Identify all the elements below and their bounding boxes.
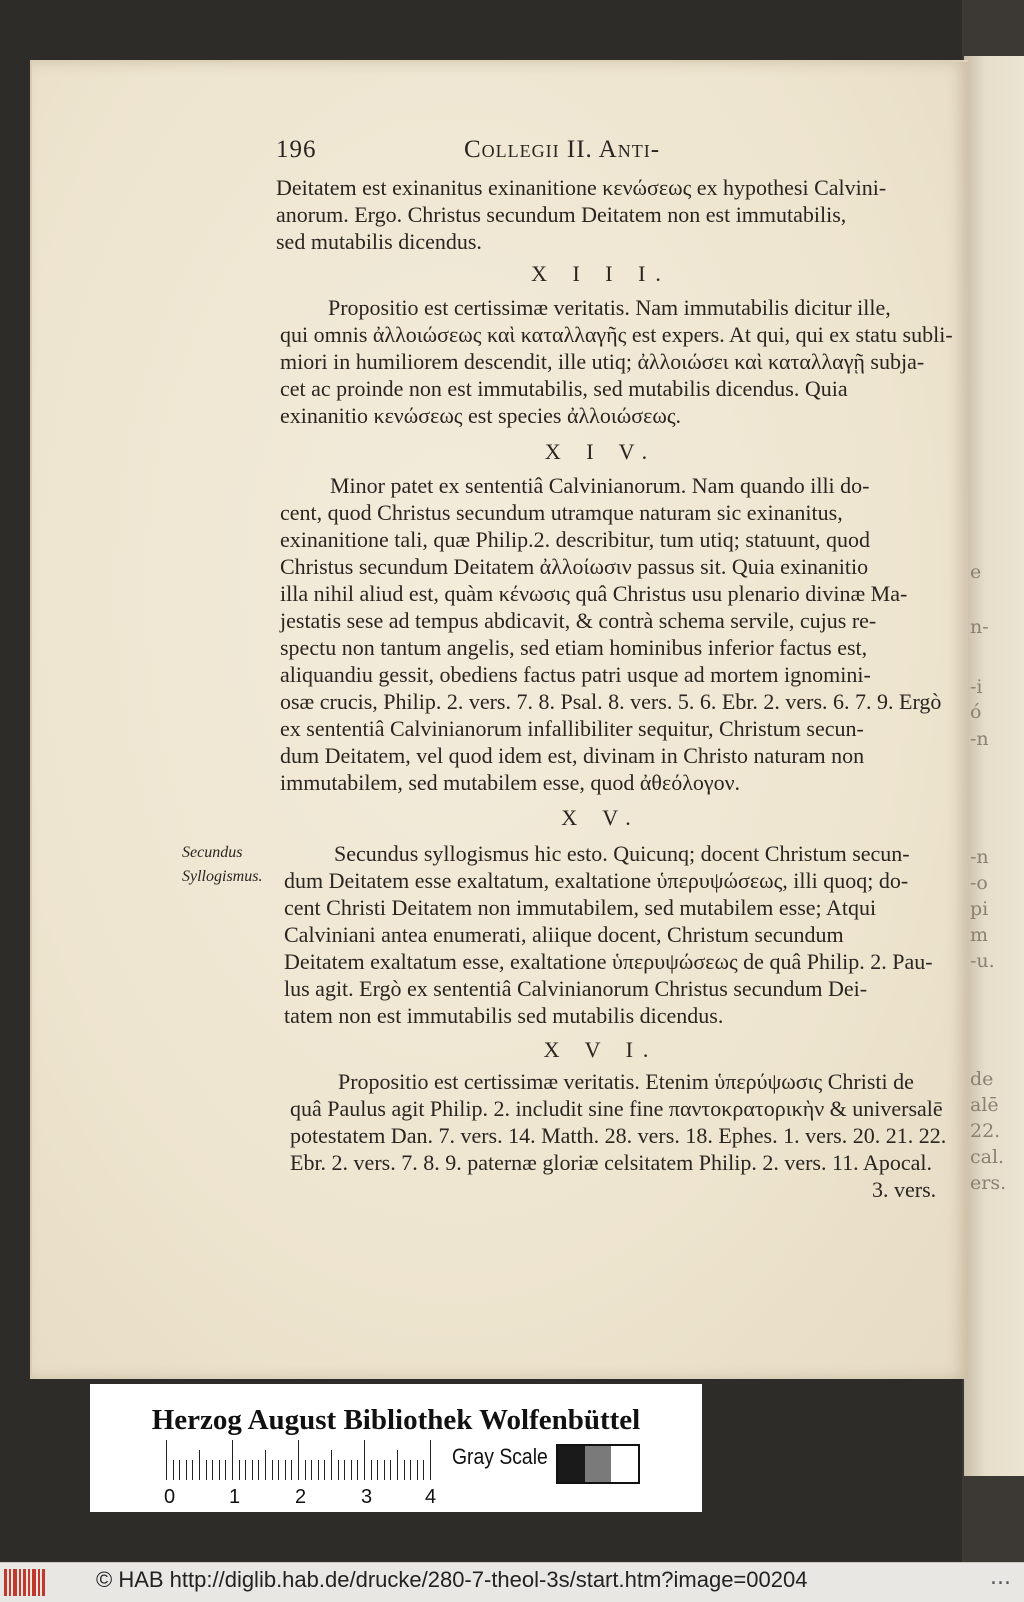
- ruler-tick: [324, 1460, 325, 1480]
- text-line: dum Deitatem esse exaltatum, exaltatione ὑπερυψώσεως, illi quoq; do-: [284, 868, 909, 893]
- ruler-tick: [423, 1460, 424, 1480]
- opposite-page-fragment: -n: [970, 728, 989, 750]
- ruler-tick: [265, 1450, 266, 1480]
- ruler-tick: [331, 1450, 332, 1480]
- ruler-tick: [186, 1460, 187, 1480]
- ruler-tick: [410, 1460, 411, 1480]
- text-line: lus agit. Ergò ex sententiâ Calvinianorum Christus secundum Dei-: [284, 976, 868, 1001]
- ruler-tick: [173, 1460, 174, 1480]
- more-options-icon[interactable]: ...: [990, 1565, 1011, 1590]
- ruler-tick: [404, 1460, 405, 1480]
- ruler-tick: [357, 1460, 358, 1480]
- text-line: Deitatem exaltatum esse, exaltatione ὑπερυψώσεως de quâ Philip. 2. Pau-: [284, 949, 933, 974]
- text-line: jestatis sese ad tempus abdicavit, & contrà schema servile, cujus re-: [280, 608, 877, 633]
- text-line: Minor patet ex sententiâ Calvinianorum. Nam quando illi do-: [330, 473, 870, 498]
- hab-logo-icon: [4, 1569, 48, 1596]
- ruler-tick: [252, 1460, 253, 1480]
- ruler-tick: [311, 1460, 312, 1480]
- scale-number: 0: [164, 1486, 176, 1508]
- running-head: Collegii II. Anti-: [464, 136, 661, 163]
- gray-scale-label: Gray Scale: [452, 1444, 548, 1469]
- page-number: 196: [276, 136, 317, 163]
- ruler-tick: [291, 1460, 292, 1480]
- ruler-tick: [397, 1450, 398, 1480]
- text-line: illa nihil aliud est, quàm κένωσις quâ Christus usu plenario divinæ Ma-: [280, 581, 908, 606]
- section-heading-xiv: X I V.: [544, 439, 658, 464]
- opposite-page-fragment: -u.: [970, 950, 995, 972]
- opposite-page-fragment: m: [970, 924, 989, 946]
- ruler-tick: [285, 1460, 286, 1480]
- text-line: Secundus syllogismus hic esto. Quicunq; docent Christum secun-: [334, 841, 910, 866]
- gray-swatch-light: [611, 1446, 638, 1482]
- text-line: ex sententiâ Calvinianorum infallibiliter sequitur, Christum secun-: [280, 716, 864, 741]
- ruler-tick: [305, 1460, 306, 1480]
- text-line: cent Christi Deitatem non immutabilem, sed mutabilem esse; Atqui: [284, 895, 877, 920]
- text-line: exinanitione tali, quæ Philip.2. describitur, tum utiq; statuunt, quod: [280, 527, 871, 552]
- text-line: dum Deitatem, vel quod idem est, divinam in Christo naturam non: [280, 743, 865, 768]
- opposite-page-fragment: cal.: [970, 1146, 1005, 1168]
- ruler-tick: [245, 1460, 246, 1480]
- gray-swatch-mid: [585, 1446, 612, 1482]
- opposite-page-fragment: n-: [970, 616, 989, 638]
- ruler-tick: [318, 1460, 319, 1480]
- text-line: quâ Paulus agit Philip. 2. includit sine fine παντοκρατορικὴν & universalē: [290, 1096, 943, 1121]
- ruler-tick: [371, 1460, 372, 1480]
- ruler-tick: [390, 1460, 391, 1480]
- scale-number: 2: [295, 1486, 307, 1508]
- ruler-tick: [225, 1460, 226, 1480]
- ruler-tick: [351, 1460, 352, 1480]
- ruler-tick: [377, 1460, 378, 1480]
- text-line: exinanitio κενώσεως est species ἀλλοιώσεως.: [280, 403, 682, 428]
- opposite-page-fragment: ers.: [970, 1172, 1007, 1194]
- section-heading-xiii: X I I I.: [531, 261, 671, 286]
- text-line: Christus secundum Deitatem ἀλλοίωσιν passus sit. Quia exinanitio: [280, 554, 869, 579]
- ruler-tick: [364, 1440, 365, 1480]
- text-line: aliquandiu gessit, obediens factus patri usque ad mortem ignomini-: [280, 662, 871, 687]
- ruler-tick: [179, 1460, 180, 1480]
- text-line: anorum. Ergo. Christus secundum Deitatem non est immutabilis,: [276, 202, 847, 227]
- ruler-tick: [338, 1460, 339, 1480]
- ruler-tick: [258, 1460, 259, 1480]
- section-heading-xv: X V.: [561, 805, 641, 830]
- opposite-page-fragment: ó: [970, 701, 982, 723]
- section-heading-xvi: X V I.: [543, 1037, 659, 1062]
- ruler-tick: [344, 1460, 345, 1480]
- ruler-tick: [272, 1460, 273, 1480]
- text-line: cet ac proinde non est immutabilis, sed mutabilis dicendus. Quia: [280, 376, 848, 401]
- text-line: Propositio est certissimæ veritatis. Nam immutabilis dicitur ille,: [328, 295, 891, 320]
- library-name: Herzog August Bibliothek Wolfenbüttel: [151, 1404, 641, 1436]
- opposite-page-edge: [964, 56, 1024, 1476]
- text-line: immutabilem, sed mutabilem esse, quod ἀθεόλογον.: [280, 770, 741, 795]
- ruler-tick: [430, 1440, 431, 1480]
- ruler-tick: [199, 1450, 200, 1480]
- text-line: spectu non tantum angelis, sed etiam hominibus inferior factus est,: [280, 635, 868, 660]
- margin-note: Secundus: [182, 844, 243, 861]
- ruler-tick: [384, 1460, 385, 1480]
- opposite-page-fragment: -i: [970, 676, 983, 698]
- ruler-tick: [298, 1440, 299, 1480]
- ruler-tick: [166, 1440, 167, 1480]
- text-line: osæ crucis, Philip. 2. vers. 7. 8. Psal. 8. vers. 5. 6. Ebr. 2. vers. 6. 7. 9. Ergò: [280, 689, 942, 714]
- opposite-page-fragment: alē: [970, 1094, 999, 1116]
- opposite-page-fragment: 22.: [970, 1120, 1001, 1142]
- ruler-tick: [212, 1460, 213, 1480]
- opposite-page-fragment: -o: [970, 872, 988, 894]
- gray-swatch-dark: [558, 1446, 585, 1482]
- ruler-tick: [239, 1460, 240, 1480]
- text-line: Calviniani antea enumerati, aliique docent, Christum secundum: [284, 922, 844, 947]
- scale-number: 3: [361, 1486, 373, 1508]
- ruler-tick: [232, 1440, 233, 1480]
- catchword: 3. vers.: [872, 1177, 937, 1202]
- text-line: Deitatem est exinanitus exinanitione κενώσεως ex hypothesi Calvini-: [276, 175, 887, 200]
- text-line: tatem non est immutabilis sed mutabilis dicendus.: [284, 1003, 724, 1028]
- opposite-page-fragment: de: [970, 1068, 994, 1090]
- ruler-tick: [206, 1460, 207, 1480]
- text-line: sed mutabilis dicendus.: [276, 229, 482, 254]
- text-line: Propositio est certissimæ veritatis. Etenim ὑπερύψωσις Christi de: [338, 1069, 914, 1094]
- ruler-scale: [166, 1440, 441, 1480]
- book-page: [30, 60, 968, 1379]
- text-line: qui omnis ἀλλοιώσεως καὶ καταλλαγῆς est expers. At qui, qui ex statu subli-: [280, 322, 953, 347]
- viewer-status-bar: [0, 1562, 1024, 1602]
- library-scale-card: [90, 1384, 702, 1512]
- text-line: Ebr. 2. vers. 7. 8. 9. paternæ gloriæ celsitatem Philip. 2. vers. 11. Apocal.: [290, 1150, 932, 1175]
- opposite-page-fragment: pi: [970, 898, 989, 920]
- scale-number: 1: [229, 1486, 241, 1508]
- text-line: miori in humiliorem descendit, ille utiq; ἀλλοιώσει καὶ καταλλαγῇ subja-: [280, 349, 925, 374]
- text-line: cent, quod Christus secundum utramque naturam sic exinanitus,: [280, 500, 843, 525]
- gray-scale-swatch: [556, 1444, 640, 1484]
- source-url[interactable]: © HAB http://diglib.hab.de/drucke/280-7-theol-3s/start.htm?image=00204: [96, 1567, 808, 1592]
- ruler-tick: [278, 1460, 279, 1480]
- ruler-tick: [417, 1460, 418, 1480]
- ruler-tick: [192, 1460, 193, 1480]
- margin-note: Syllogismus.: [182, 868, 263, 885]
- opposite-page-fragment: e: [970, 561, 982, 583]
- text-line: potestatem Dan. 7. vers. 14. Matth. 28. vers. 18. Ephes. 1. vers. 20. 21. 22.: [290, 1123, 947, 1148]
- ruler-tick: [219, 1460, 220, 1480]
- scale-number: 4: [425, 1486, 437, 1508]
- opposite-page-fragment: -n: [970, 846, 989, 868]
